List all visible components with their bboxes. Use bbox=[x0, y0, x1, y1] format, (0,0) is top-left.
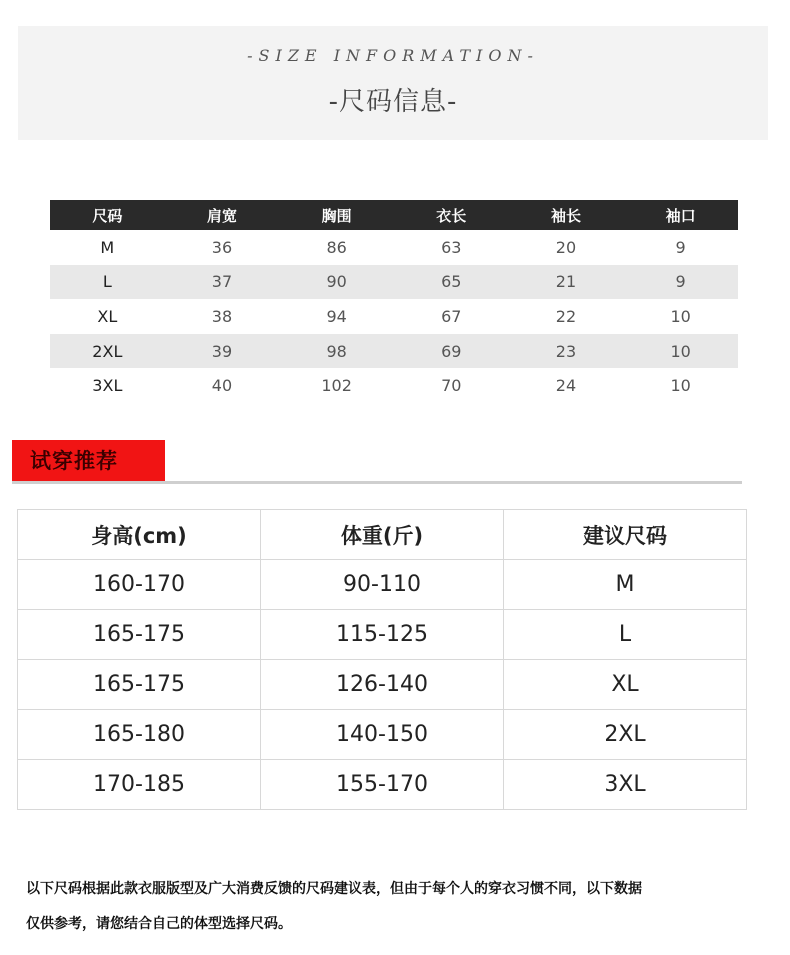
sleeve-col-header: 袖长 bbox=[509, 200, 624, 230]
table-cell: 67 bbox=[441, 306, 462, 326]
table-cell: 2XL bbox=[504, 710, 747, 760]
table-cell: M bbox=[100, 237, 115, 257]
table-cell: 40 bbox=[211, 376, 233, 396]
header-title-en: -SIZE INFORMATION- bbox=[247, 46, 539, 65]
table-row bbox=[50, 265, 738, 300]
table-cell: 21 bbox=[509, 265, 624, 300]
table-cell: 3XL bbox=[504, 760, 747, 810]
table-cell: 102 bbox=[321, 376, 352, 396]
table-cell: 170-185 bbox=[18, 760, 261, 810]
table-cell: 10 bbox=[623, 334, 738, 369]
table-cell: M bbox=[504, 560, 747, 610]
table-row bbox=[18, 660, 747, 710]
table-cell: 98 bbox=[279, 334, 394, 369]
table-cell: 115-125 bbox=[261, 610, 504, 660]
weight-col-header: 体重(斤) bbox=[261, 510, 504, 560]
table-cell: 160-170 bbox=[18, 560, 261, 610]
table-cell: 165-180 bbox=[18, 710, 261, 760]
table-cell: 9 bbox=[623, 265, 738, 300]
table-cell: 37 bbox=[165, 265, 280, 300]
table-cell: 90-110 bbox=[261, 560, 504, 610]
table-cell: 90 bbox=[279, 265, 394, 300]
table-cell: 39 bbox=[165, 334, 280, 369]
table-cell: 65 bbox=[394, 265, 509, 300]
disclaimer-line-2: 仅供参考，请您结合自己的体型选择尺码。 bbox=[26, 916, 292, 932]
table-cell: 24 bbox=[555, 376, 577, 396]
cuff-col-header: 袖口 bbox=[623, 200, 738, 230]
height-col-header: 身高(cm) bbox=[18, 510, 261, 560]
size-disclaimer bbox=[26, 872, 766, 942]
length-col-header: 衣长 bbox=[394, 200, 509, 230]
table-cell: 86 bbox=[326, 237, 347, 257]
table-row bbox=[50, 368, 738, 403]
table-row bbox=[18, 560, 747, 610]
table-row bbox=[18, 710, 747, 760]
size-chart-table bbox=[50, 200, 738, 403]
table-row bbox=[50, 299, 738, 334]
table-cell: 155-170 bbox=[261, 760, 504, 810]
header-title-zh: -尺码信息- bbox=[328, 87, 458, 117]
table-cell: 165-175 bbox=[18, 660, 261, 710]
disclaimer-line-1: 以下尺码根据此款衣服版型及广大消费反馈的尺码建议表，但由于每个人的穿衣习惯不同，以下数据 bbox=[26, 881, 642, 897]
recommend-header-row bbox=[18, 510, 747, 560]
table-cell: 94 bbox=[326, 306, 347, 326]
table-row bbox=[18, 610, 747, 660]
table-cell: 70 bbox=[441, 376, 462, 396]
table-cell: 2XL bbox=[50, 334, 165, 369]
table-cell: 126-140 bbox=[261, 660, 504, 710]
table-cell: 140-150 bbox=[261, 710, 504, 760]
section-divider bbox=[12, 481, 742, 484]
table-row bbox=[50, 334, 738, 369]
table-cell: 165-175 bbox=[18, 610, 261, 660]
table-cell: XL bbox=[97, 306, 118, 326]
table-cell: 3XL bbox=[92, 376, 123, 396]
shoulder-col-header: 肩宽 bbox=[165, 200, 280, 230]
table-cell: L bbox=[50, 265, 165, 300]
table-cell: 69 bbox=[394, 334, 509, 369]
table-cell: 38 bbox=[211, 306, 233, 326]
table-cell: 9 bbox=[675, 237, 686, 257]
table-cell: XL bbox=[504, 660, 747, 710]
table-cell: 23 bbox=[509, 334, 624, 369]
table-row bbox=[50, 230, 738, 265]
section-label-fit-recommendation: 试穿推荐 bbox=[12, 440, 165, 482]
table-row bbox=[18, 760, 747, 810]
table-cell: 36 bbox=[211, 237, 233, 257]
fit-recommendation-table bbox=[17, 509, 747, 810]
size-chart-header-row bbox=[50, 200, 738, 230]
table-cell: 10 bbox=[670, 376, 691, 396]
table-cell: 63 bbox=[441, 237, 462, 257]
chest-col-header: 胸围 bbox=[279, 200, 394, 230]
header-banner bbox=[18, 26, 768, 140]
size-col-header: 尺码 bbox=[50, 200, 165, 230]
table-cell: 20 bbox=[555, 237, 577, 257]
table-cell: L bbox=[504, 610, 747, 660]
table-cell: 10 bbox=[670, 306, 691, 326]
suggested-size-col-header: 建议尺码 bbox=[504, 510, 747, 560]
table-cell: 22 bbox=[555, 306, 577, 326]
